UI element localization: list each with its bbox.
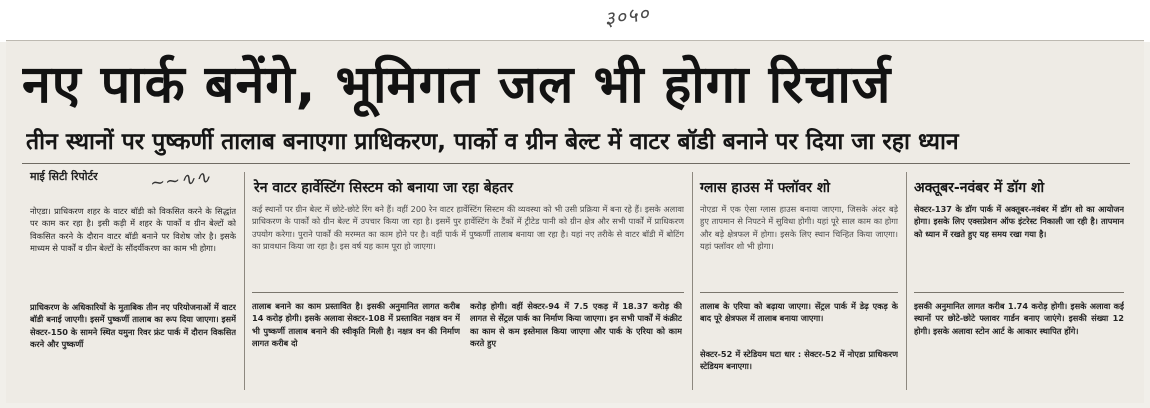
headline: नए पार्क बनेंगे, भूमिगत जल भी होगा रिचार्ज (22, 55, 892, 115)
column-3-bottom-text: तालाब के एरिया को बढ़ाया जाएगा। सेंट्रल पार्क में डेढ़ एकड़ के बाद पूरे क्षेत्रफल में तालाब बनाया जाएगा। (700, 301, 898, 324)
column-divider (906, 172, 907, 390)
section-divider (914, 292, 1124, 293)
column-divider (244, 172, 245, 390)
column-4-heading: अक्तूबर-नवंबर में डॉग शो (914, 180, 1045, 196)
column-4-bottom-text: इसकी अनुमानित लागत करीब 1.74 करोड़ होगी। इसके अलावा कई स्थानों पर छोटे-छोटे फ्लावर गार्डन बनाए जाएंगे। इसकी संख्या 12 होगी। इसके अलावा स्टोन आर्ट के आकार स्थापित होंगे। (914, 301, 1124, 336)
scan-margin (0, 0, 1150, 42)
signature-mark: ~~∿∿ (149, 166, 212, 195)
handwritten-note: ३०५० (602, 0, 652, 32)
column-4-top-text: सेक्टर-137 के डॉग पार्क में अक्तूबर-नवंबर में डॉग शो का आयोजन होगा। इसके लिए एक्सप्रेशन ऑफ इंटरेस्ट निकाली जा रही है। तापमान को ध्यान में रखते हुए यह समय रखा गया है। (914, 204, 1124, 239)
byline: माई सिटी रिपोर्टर (30, 170, 98, 183)
column-3-top-text: नोएडा में एक ऐसा ग्लास हाउस बनाया जाएगा, जिसके अंदर बड़े हुए तापमान से निपटने में सुविधा होगी। यहां पूरे साल काम का होगा और बड़े क्षेत्रफल में होगा। इसके लिए स्थान चिन्हित किया जाएगा। यहां फ्लॉवर शो भी होगा। (700, 204, 898, 252)
column-1-bottom-text: प्राधिकरण के अधिकारियों के मुताबिक तीन नए परियोजनाओं में वाटर बॉडी बनाई जाएगी। इसमें पुष्कर्णी तालाब का रूप दिया जाएगा। इसमें सेक्टर-150 के सामने स्थित यमुना रिवर फ्रंट पार्क में दौरान विकसित करने और पुष्कर्णी (30, 302, 236, 350)
column-1-top-text: नोएडा। प्राधिकरण शहर के वाटर बॉडी को विकसित करने के सिद्धांत पर काम कर रहा है। इसी कड़ी में शहर के पार्को व ग्रीन बेल्टों को विकसित करने के दौरान वाटर बॉडी बनाने पर विशेष जोर है। इसके माध्यम से पार्कों व ग्रीन बेल्टों के सौंदर्यीकरण का काम भी होगा। (30, 206, 236, 254)
divider (22, 163, 1130, 164)
column-2-bottom-left-text: तालाब बनाने का काम प्रस्तावित है। इसकी अनुमानित लागत करीब 14 करोड़ होगी। इसके अलावा सेक्टर-108 में प्रस्तावित नक्षत्र वन में भी पुष्कर्णी तालाब बनाने की स्वीकृति मिली है। नक्षत्र वन की निर्माण लागत करीब दो (252, 301, 460, 349)
subheadline: तीन स्थानों पर पुष्कर्णी तालाब बनाएगा प्राधिकरण, पार्को व ग्रीन बेल्ट में वाटर बॉडी बनाने पर दिया जा रहा ध्यान (26, 129, 959, 155)
column-3-bottom-text-2: सेक्टर-52 में स्टेडियम घटा धार : सेक्टर-52 में नोएडा प्राधिकरण स्टेडियम बनाएगा। (700, 349, 898, 372)
column-2-top-text: कई स्थानों पर ग्रीन बेल्ट में छोटे-छोटे रिंग बने हैं। वहीं 200 रेन वाटर हार्वेस्टिंग सिस्टम की व्यवस्था को भी उसी प्रक्रिया में बना रहे हैं। इसके अलावा प्राधिकरण के पार्कों को ग्रीन बेल्ट में उपचार किया जा रहा है। इसमें पुर हार्वेस्टिंग के टैंकों में ट्रीटेड पानी को ग्रीन क्षेत्र और सभी पार्कों में प्राधिकरण उपयोग करेगा। पुराने पार्कों की मरम्मत का काम होने पर है। वहीं पार्क में पुष्कर्णी तालाब बनाया जा रहा है। यहां नए तरीके से वाटर बॉडी में बोटिंग का प्रावधान किया जा रहा है। इस वर्ष यह काम पूरा हो जाएगा। (252, 204, 684, 252)
column-2-heading: रेन वाटर हार्वेस्टिंग सिस्टम को बनाया जा रहा बेहतर (254, 180, 513, 196)
section-divider (700, 292, 898, 293)
column-divider (692, 172, 693, 390)
section-divider (252, 292, 684, 293)
column-3-heading: ग्लास हाउस में फ्लॉवर शो (700, 180, 831, 196)
column-2-bottom-right-text: करोड़ होगी। वहीं सेक्टर-94 में 7.5 एकड़ में 18.37 करोड़ की लागत से सेंट्रल पार्क का निर्माण किया जाएगा। इन सभी पार्कों में कंक्रीट का काम से कम इस्तेमाल किया जाएगा और पार्क के एरिया को काम करते हुए (470, 301, 682, 349)
